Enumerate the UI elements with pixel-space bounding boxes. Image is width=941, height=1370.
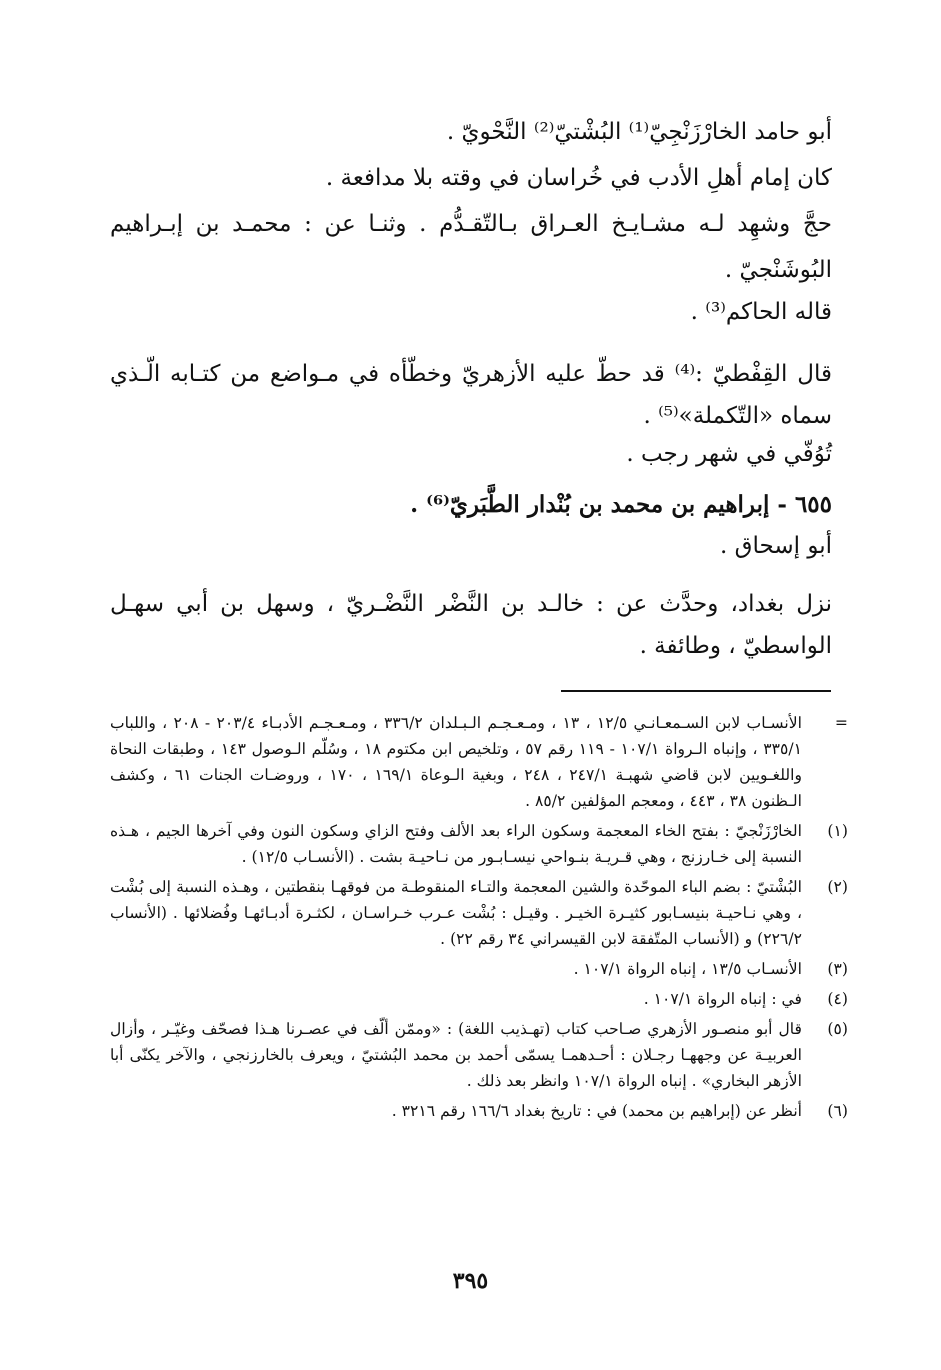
footnote-number: = [834, 714, 848, 732]
footnote-text: الخارْزَنْجيّ : بفتح الخاء المعجمة وسكون الراء بعد الألف وفتح الزاي وسكون النون وفي آخرها الجيم ، هـذه النسبة إلى خـارزنج ، وهي قـريـة بنـواحي نيسـابـور من نـاحيـة بشت . (الأنسـاب ١٢/٥) . [110, 822, 802, 866]
footnote-number: (٦) [827, 1102, 848, 1120]
text-line: قال القِفْطيّ :⁽⁴⁾ قد حطّ عليه الأزهريّ وخطّأه في مـواضع من كتـابه الّـذي [110, 361, 832, 387]
page-number: ٣٩٥ [452, 1268, 489, 1294]
text-line: أبو حامد الخارْزَنْجِيّ⁽¹⁾ البُشْتيّ⁽²⁾ النَّحْويّ . [446, 119, 832, 145]
footnote-text: قال أبو منصـور الأزهري صـاحب كتاب (تهـذيب اللغة) : «وممّن ألّف في عصـرنا هـذا فصحّف وغيّـر ، وأزال العربيـة عن وجههـا رجـلان : أحـدهمـا يسمّى أحمد بن محمد البُشتيّ ، ويعرف بالخارزنجي ، والآخر يكنّى أبا الأزهر البخاري» . إنباه الرواة ١٠٧/١ وانظر بعد ذلك . [110, 1020, 802, 1090]
text-line: الواسطيّ ، وطائفة . [639, 633, 832, 659]
footnote [110, 874, 848, 952]
footnote-number: (١) [827, 822, 848, 840]
text-line: قاله الحاكم⁽³⁾ . [690, 299, 832, 325]
footnote [110, 710, 848, 814]
text-line: البُوشَنْجيّ . [724, 257, 832, 283]
text-line: سماه «التّكملة»⁽⁵⁾ . [643, 403, 832, 429]
text-line: نزل بغداد، وحدَّث عن : خالـد بن النَّضْر النَّضْـريّ ، وسهل بن أبي سهـل [110, 591, 832, 617]
footnote-divider [561, 690, 831, 692]
footnote [110, 1016, 848, 1094]
text-line: حجَّ وشهِد لـه مشـايـخ العـراق بـالتّقـدُّم . وثنـا عن : محمـد بن إبـراهيم [110, 211, 832, 237]
text-line: أبو إسحاق . [720, 533, 832, 559]
footnote-number: (٥) [827, 1020, 848, 1038]
footnote [110, 986, 848, 1012]
footnote-number: (٣) [827, 960, 848, 978]
text-line: تُوُفّي في شهر رجب . [626, 441, 832, 467]
footnote [110, 1098, 848, 1124]
footnote-text: الأنسـاب ١٣/٥ ، إنباه الرواة ١٠٧/١ . [573, 960, 802, 978]
footnote-number: (٢) [827, 878, 848, 896]
footnotes [110, 710, 848, 1128]
footnote [110, 956, 848, 982]
footnote-text: أنظر عن (إبراهيم بن محمد) في : تاريخ بغداد ١٦٦/٦ رقم ٣٢١٦ . [391, 1102, 802, 1120]
footnote-text: الأنسـاب لابن السـمعـانـي ١٢/٥ ، ١٣ ، ومـعـجـم الـبـلدان ٣٣٦/٢ ، ومـعـجـم الأدبـاء ٢٠٣/٤ - ٢٠٨ ، واللباب ٣٣٥/١ ، وإنباه الـرواة ١٠٧/١ - ١١٩ رقم ٥٧ ، وتلخيص ابن مكتوم ١٨ ، وسُلّم الـوصول ١٤٣ ، وطبقات النحاة واللغـويين لابن قاضي شهبـة ٢٤٧/١ ، ٢٤٨ ، وبغية الـوعاة ١٦٩/١ ، ١٧٠ ، وروضـات الجنات ٦١ ، وكشف الـظنون ٣٨ ، ٤٤٣ ، ومعجم المؤلفين ٨٥/٢ . [110, 714, 802, 810]
footnote-number: (٤) [827, 990, 848, 1008]
footnote-text: في : إنباه الرواة ١٠٧/١ . [643, 990, 802, 1008]
footnote-text: البُشْتيّ : بضم الباء الموحّدة والشين المعجمة والتـاء المنقوطـة من فوقهـا بنقطتين ، وهـذه النسبة إلى بُشْت ، وهي نـاحيـة بنيسـابور كثيـرة الخيـر . وقيـل : بُشْت عـرب خـراسـان ، لكثـرة أدبـائهـا وفُضلائها . (الأنساب ٢٢٦/٢) و (الأنساب المتّفقة لابن القيسراني ٣٤ رقم ٢٢) . [110, 878, 802, 948]
text-line: كان إمام أهلِ الأدب في خُراسان في وقته بلا مدافعة . [325, 165, 832, 191]
entry-heading: ٦٥٥ - إبراهيم بن محمد بن بُنْدار الطَّبَريّ⁽⁶⁾ . [410, 491, 832, 518]
footnote [110, 818, 848, 870]
